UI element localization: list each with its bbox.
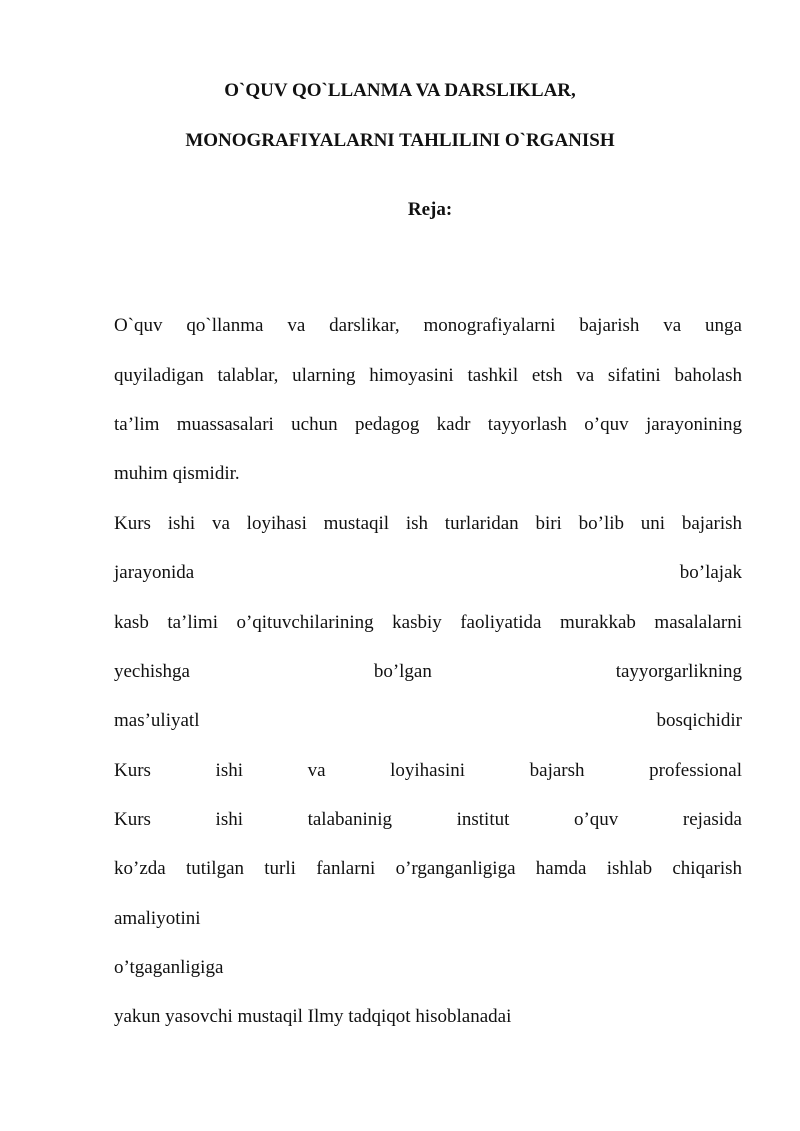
- body-text-line: ta’lim muassasalari uchun pedagog kadr tayyorlash o’quv jarayonining: [114, 414, 742, 435]
- body-text-line: muhim qismidir.: [114, 463, 240, 484]
- body-text-line: mas’uliyatl bosqichidir: [114, 710, 742, 731]
- body-text-line: Kurs ishi va loyihasi mustaqil ish turlaridan biri bo’lib uni bajarish: [114, 513, 742, 534]
- body-text-line: O`quv qo`llanma va darslikar, monografiyalarni bajarish va unga: [114, 315, 742, 336]
- body-text-line: yakun yasovchi mustaqil Ilmy tadqiqot hisoblanadai: [114, 1006, 512, 1027]
- body-text-line: quyiladigan talablar, ularning himoyasini tashkil etsh va sifatini baholash: [114, 365, 742, 386]
- body-text-line: ko’zda tutilgan turli fanlarni o’rganganligiga hamda ishlab chiqarish: [114, 858, 742, 879]
- body-text-line: Kurs ishi va loyihasini bajarsh professional: [114, 760, 742, 781]
- body-text-line: jarayonida bo’lajak: [114, 562, 742, 583]
- plan-heading: Reja:: [407, 199, 453, 220]
- body-text-line: yechishga bo’lgan tayyorgarlikning: [114, 661, 742, 682]
- document-title-line-2: MONOGRAFIYALARNI TAHLILINI O`RGANISH: [185, 130, 615, 151]
- body-text-line: kasb ta’limi o’qituvchilarining kasbiy faoliyatida murakkab masalalarni: [114, 612, 742, 633]
- body-text-line: o’tgaganligiga: [114, 957, 224, 978]
- body-text-line: amaliyotini: [114, 908, 201, 929]
- body-text-line: Kurs ishi talabaninig institut o’quv rejasida: [114, 809, 742, 830]
- document-title-line-1: O`QUV QO`LLANMA VA DARSLIKLAR,: [224, 80, 576, 101]
